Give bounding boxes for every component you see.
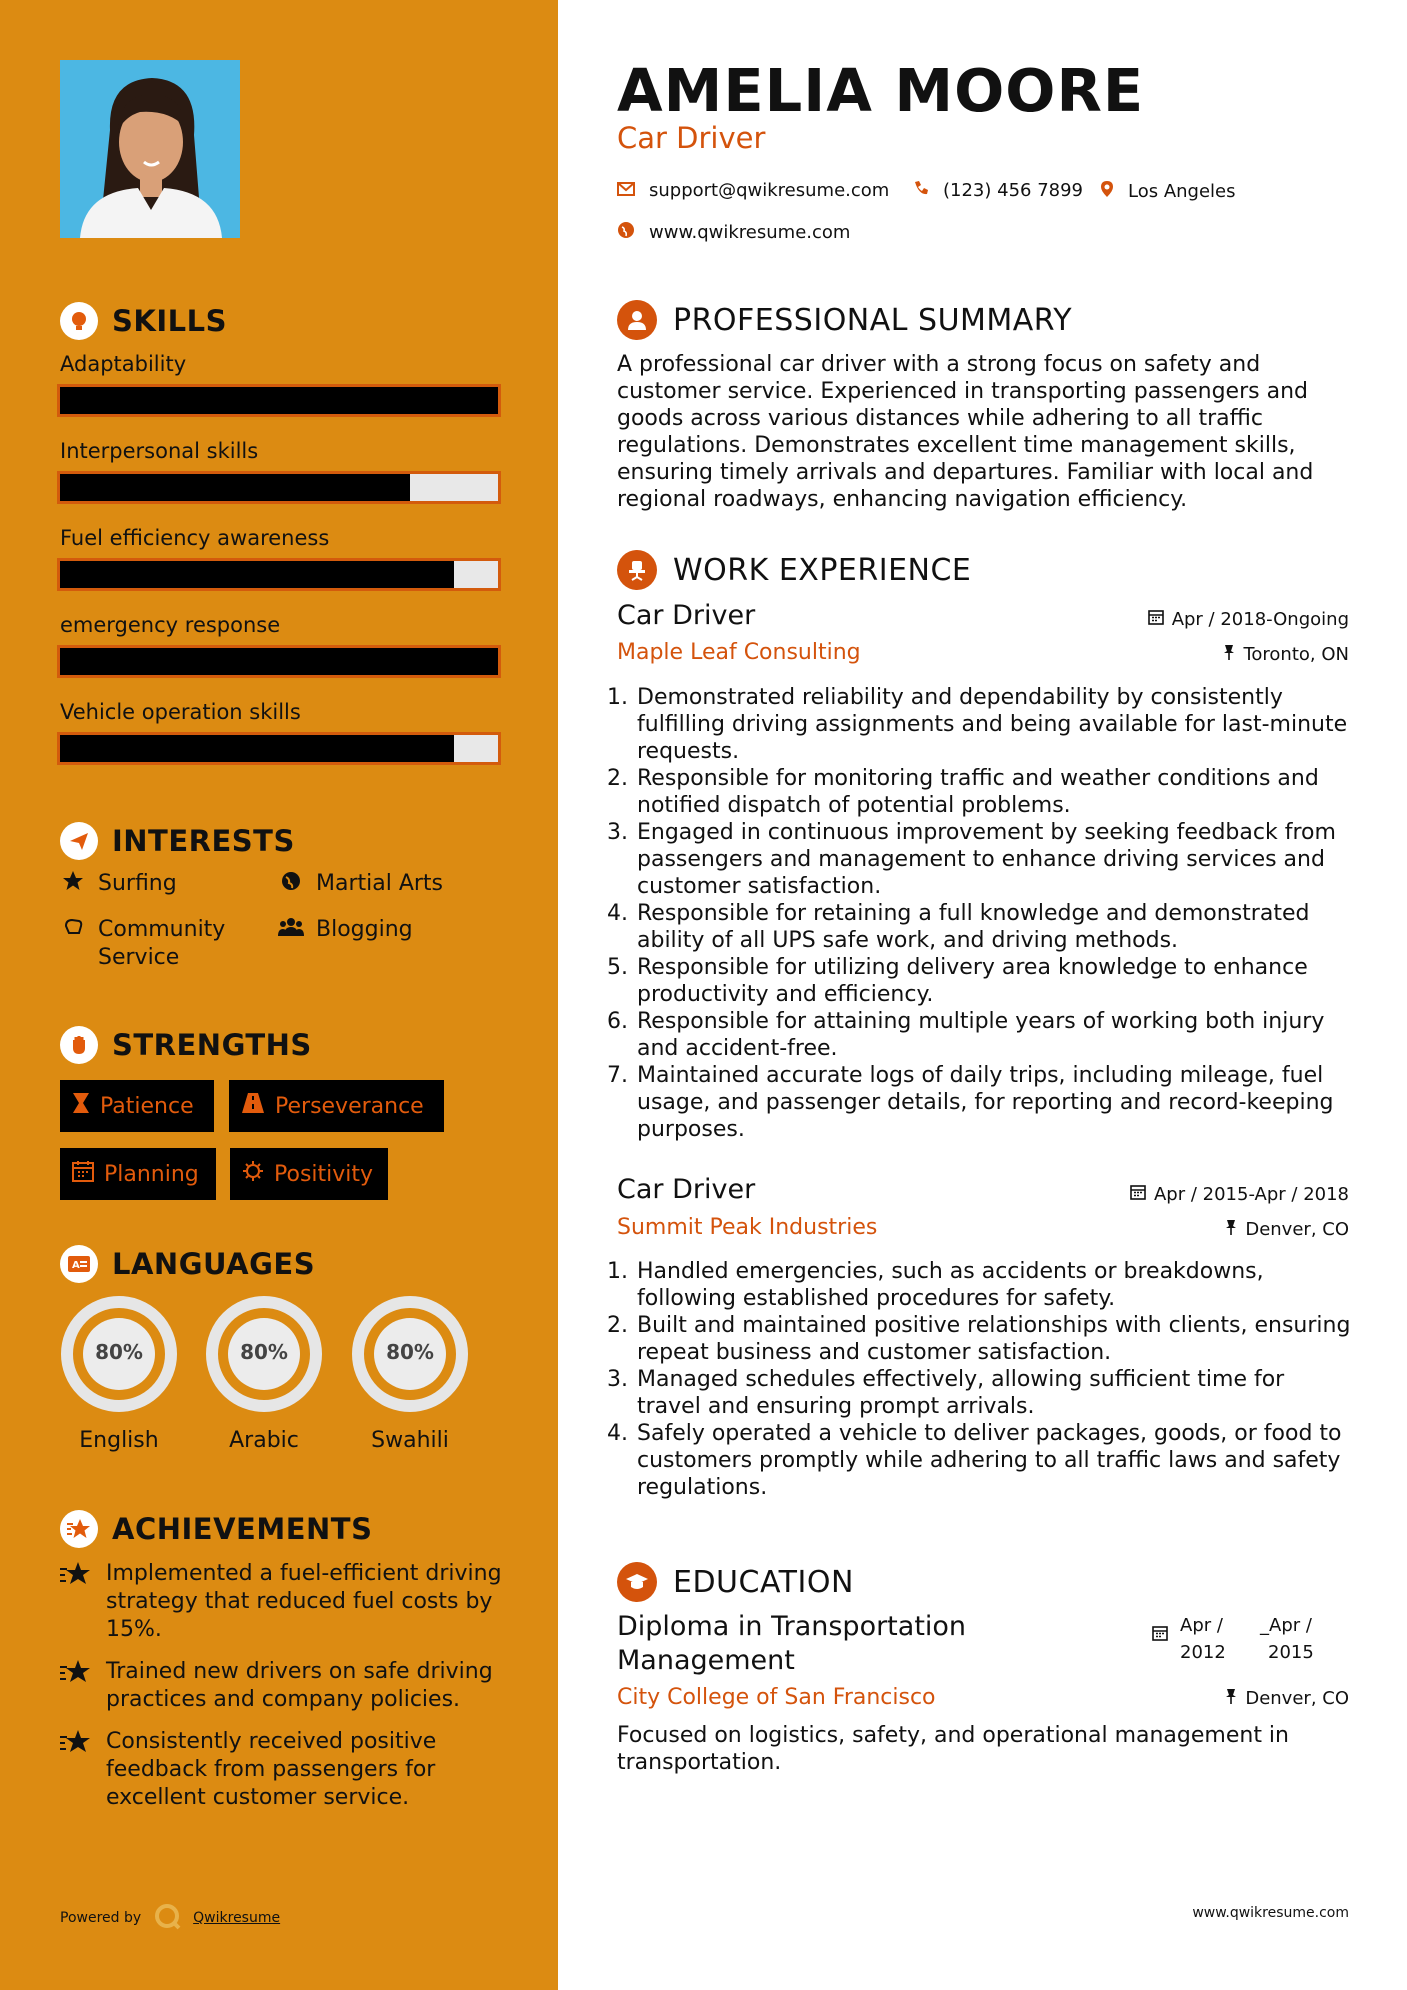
strength-tag <box>229 1080 444 1132</box>
paper-plane-icon <box>60 822 98 860</box>
job-dates-text: Apr / 2015-Apr / 2018 <box>1153 1184 1349 1205</box>
skill-bar <box>57 732 501 765</box>
language-ring <box>58 1293 180 1415</box>
achievements-heading <box>60 1510 372 1548</box>
map-pin-icon <box>1100 180 1114 203</box>
pin-icon <box>1225 1219 1237 1240</box>
education-start <box>1180 1612 1226 1666</box>
user-icon <box>617 300 657 340</box>
achievement-text: Trained new drivers on safe driving practices and company policies. <box>106 1659 493 1712</box>
calendar-icon <box>72 1160 94 1188</box>
job-dates <box>1130 1184 1349 1205</box>
skills-heading <box>60 302 227 340</box>
job-bullet: 2. Responsible for monitoring traffic and weather conditions and notified dispatch of potential problems. <box>635 765 1353 819</box>
job-bullet: 1. Demonstrated reliability and dependability by consistently fulfilling driving assignments and being available for last-minute requests. <box>635 684 1353 765</box>
office-chair-icon <box>617 550 657 590</box>
start-year: 2012 <box>1180 1642 1226 1663</box>
interest-item <box>60 916 260 972</box>
skill-name: Vehicle operation skills <box>60 700 301 724</box>
skill-bar-fill <box>60 561 454 588</box>
job-bullet: 7. Maintained accurate logs of daily trips, including mileage, fuel usage, and passenger details, for reporting and record-keeping purposes. <box>635 1062 1353 1143</box>
svg-text:A: A <box>72 1260 80 1271</box>
education-location <box>1225 1688 1349 1709</box>
interest-item <box>278 916 413 944</box>
education-end <box>1260 1612 1314 1666</box>
school-name: City College of San Francisco <box>617 1685 936 1710</box>
interest-item <box>60 870 177 898</box>
star-badge-icon <box>60 1510 98 1548</box>
fist-icon <box>60 1026 98 1064</box>
job-location <box>1223 644 1349 665</box>
language-name: Arabic <box>229 1428 299 1453</box>
strength-tag <box>230 1148 388 1200</box>
skill-bar-fill <box>60 735 454 762</box>
hand-icon <box>60 916 86 972</box>
strength-tag <box>60 1148 216 1200</box>
language-name: English <box>79 1428 159 1453</box>
job-bullet: 3. Engaged in continuous improvement by seeking feedback from passengers and management to enhance driving services and customer satisfaction. <box>635 819 1353 900</box>
skill-name: emergency response <box>60 613 281 637</box>
job-bullet: 4. Responsible for retaining a full knowledge and demonstrated ability of all UPS safe work, and driving methods. <box>635 900 1353 954</box>
contact-email <box>617 180 889 201</box>
skill-bar-fill <box>60 474 410 501</box>
language-ring <box>203 1293 325 1415</box>
company-name: Maple Leaf Consulting <box>617 640 861 665</box>
website-text[interactable]: www.qwikresume.com <box>649 222 851 243</box>
achievement-text: Consistently received positive feedback from passengers for excellent customer service. <box>106 1729 437 1810</box>
users-icon <box>278 916 304 944</box>
location-text: Los Angeles <box>1128 181 1236 202</box>
interest-label: Blogging <box>316 917 413 942</box>
skill-bar <box>57 384 501 417</box>
qwikresume-link[interactable]: Qwikresume <box>193 1910 281 1926</box>
powered-by <box>60 1902 280 1934</box>
job-bullet: 1. Handled emergencies, such as accidents or breakdowns, following established procedures for safety. <box>635 1258 1353 1312</box>
calendar-icon <box>1152 1625 1168 1645</box>
profile-photo <box>60 60 240 238</box>
degree-name: Diploma in Transportation Management <box>617 1611 967 1676</box>
languages-title: LANGUAGES <box>112 1247 316 1281</box>
phone-text[interactable]: (123) 456 7899 <box>943 180 1084 201</box>
achievement-text: Implemented a fuel-efficient driving strategy that reduced fuel costs by 15%. <box>106 1561 502 1642</box>
summary-heading <box>617 300 1072 340</box>
candidate-role: Car Driver <box>617 121 766 155</box>
job-bullet: 4. Safely operated a vehicle to deliver packages, goods, or food to customers promptly while adhering to all traffic laws and safety regulations. <box>635 1420 1353 1501</box>
globe-icon <box>278 870 304 898</box>
sidebar <box>0 0 558 1990</box>
interest-label: Surfing <box>98 871 177 896</box>
education-heading <box>617 1562 854 1602</box>
job-bullets <box>613 684 1353 1143</box>
lightbulb-icon <box>60 302 98 340</box>
job-location <box>1225 1219 1349 1240</box>
education-title: EDUCATION <box>673 1564 854 1600</box>
language-icon <box>60 1245 98 1283</box>
job-location-text: Denver, CO <box>1245 1219 1349 1240</box>
experience-title: WORK EXPERIENCE <box>673 552 972 588</box>
globe-icon <box>617 221 635 244</box>
job-location-text: Toronto, ON <box>1243 644 1349 665</box>
achievement-item <box>60 1560 520 1644</box>
company-name: Summit Peak Industries <box>617 1215 878 1240</box>
skill-bar <box>57 471 501 504</box>
job-dates-text: Apr / 2018-Ongoing <box>1171 609 1349 630</box>
email-text[interactable]: support@qwikresume.com <box>649 180 890 201</box>
achievement-item <box>60 1658 520 1714</box>
skills-title: SKILLS <box>112 304 227 338</box>
job-bullets <box>613 1258 1353 1501</box>
phone-icon <box>913 180 929 201</box>
skill-bar-fill <box>60 387 498 414</box>
calendar-icon <box>1148 609 1164 630</box>
strengths-heading <box>60 1026 312 1064</box>
end-month: _Apr / <box>1260 1615 1312 1636</box>
interest-label: Martial Arts <box>316 871 444 896</box>
candidate-name: AMELIA MOORE <box>617 56 1145 125</box>
education-location-text: Denver, CO <box>1245 1688 1349 1709</box>
skill-name: Interpersonal skills <box>60 439 259 463</box>
summary-text: A professional car driver with a strong focus on safety and customer service. Experienced in transporting passengers and goods across various distances while adhering to all traffic regulations. Demonstrates excellent time management skills, ensuring timely arrivals and departures. Familiar with local and regional roadways, enhancing navigation efficiency. <box>617 352 1314 512</box>
calendar-icon <box>1130 1184 1146 1205</box>
language-percent: 80% <box>95 1340 143 1364</box>
interest-label: Community Service <box>98 917 226 970</box>
job-title: Car Driver <box>617 1174 756 1205</box>
achievement-item <box>60 1728 520 1812</box>
road-icon <box>241 1092 265 1120</box>
sun-icon <box>242 1160 264 1188</box>
star-icon <box>60 870 86 898</box>
powered-by-label: Powered by <box>60 1910 142 1926</box>
strengths-title: STRENGTHS <box>112 1028 312 1062</box>
job-bullet: 5. Responsible for utilizing delivery area knowledge to enhance productivity and efficiency. <box>635 954 1353 1008</box>
end-year: 2015 <box>1268 1642 1314 1663</box>
contact-website <box>617 221 850 244</box>
job-bullet: 3. Managed schedules effectively, allowing sufficient time for travel and ensuring prompt arrivals. <box>635 1366 1353 1420</box>
interest-item <box>278 870 443 898</box>
achievements-title: ACHIEVEMENTS <box>112 1512 373 1546</box>
experience-heading <box>617 550 971 590</box>
job-dates <box>1148 609 1349 630</box>
job-bullet: 6. Responsible for attaining multiple years of working both injury and accident-free. <box>635 1008 1353 1062</box>
star-icon <box>60 1658 92 1714</box>
strength-label: Planning <box>104 1161 199 1187</box>
language-percent: 80% <box>386 1340 434 1364</box>
job-bullet: 2. Built and maintained positive relationships with clients, ensuring repeat business and customer satisfaction. <box>635 1312 1353 1366</box>
strength-label: Perseverance <box>275 1093 424 1119</box>
summary-title: PROFESSIONAL SUMMARY <box>673 302 1073 338</box>
skill-bar-fill <box>60 648 498 675</box>
skill-name: Fuel efficiency awareness <box>60 526 330 550</box>
contact-phone <box>913 180 1083 201</box>
hourglass-icon <box>72 1092 90 1120</box>
interests-heading <box>60 822 295 860</box>
graduation-cap-icon <box>617 1562 657 1602</box>
strength-label: Patience <box>100 1093 194 1119</box>
star-icon <box>60 1560 92 1644</box>
language-percent: 80% <box>240 1340 288 1364</box>
strength-tag <box>60 1080 214 1132</box>
qwikresume-logo-icon <box>153 1902 181 1934</box>
language-ring <box>349 1293 471 1415</box>
star-icon <box>60 1728 92 1812</box>
start-month: Apr / <box>1180 1615 1223 1636</box>
job-title: Car Driver <box>617 600 756 631</box>
languages-heading <box>60 1245 315 1283</box>
skill-bar <box>57 558 501 591</box>
pin-icon <box>1225 1688 1237 1709</box>
pin-icon <box>1223 644 1235 665</box>
strength-label: Positivity <box>274 1161 374 1187</box>
contact-location <box>1100 180 1236 203</box>
skill-bar <box>57 645 501 678</box>
skill-name: Adaptability <box>60 352 187 376</box>
language-name: Swahili <box>371 1428 449 1453</box>
envelope-icon <box>617 180 635 201</box>
education-description: Focused on logistics, safety, and operational management in transportation. <box>617 1723 1289 1775</box>
footer-website[interactable]: www.qwikresume.com <box>1192 1905 1349 1921</box>
interests-title: INTERESTS <box>112 824 295 858</box>
